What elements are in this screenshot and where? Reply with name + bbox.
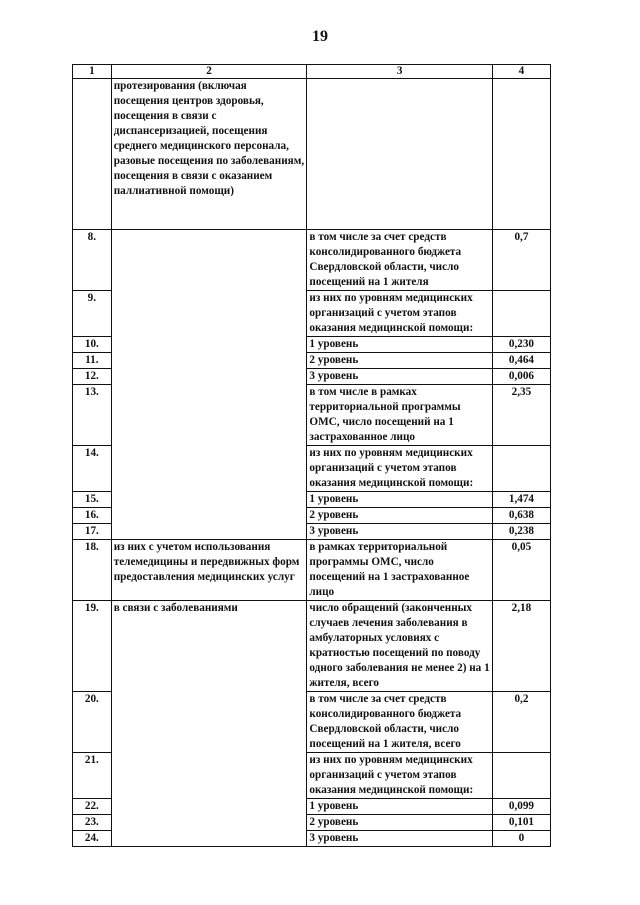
table-row — [73, 601, 551, 692]
table-row — [73, 79, 551, 230]
row-number: 9. — [73, 291, 112, 337]
row-metric: 2 уровень — [307, 815, 492, 831]
row-number — [73, 79, 112, 230]
row-number: 24. — [73, 831, 112, 847]
header-row — [73, 65, 551, 79]
row-value: 0,638 — [492, 508, 550, 524]
header-cell: 3 — [307, 65, 492, 79]
row-number: 22. — [73, 799, 112, 815]
header-cell: 1 — [73, 65, 112, 79]
row-number: 15. — [73, 492, 112, 508]
row-value: 1,474 — [492, 492, 550, 508]
row-metric: в том числе в рамках территориальной программы ОМС, число посещений на 1 застрахованное лицо — [307, 385, 492, 446]
row-value: 0,2 — [492, 692, 550, 753]
row-value: 0 — [492, 831, 550, 847]
row-metric: в том числе за счет средств консолидированного бюджета Свердловской области, число посещений на 1 жителя — [307, 230, 492, 291]
row-number: 12. — [73, 369, 112, 385]
row-value: 0,7 — [492, 230, 550, 291]
row-metric: из них по уровням медицинских организаций с учетом этапов оказания медицинской помощи: — [307, 753, 492, 799]
table-row — [73, 230, 551, 291]
row-number: 17. — [73, 524, 112, 540]
row-number: 16. — [73, 508, 112, 524]
row-number: 19. — [73, 601, 112, 692]
row-metric: число обращений (законченных случаев лечения заболевания в амбулаторных условиях с кратностью посещений по поводу одного заболевания не менее 2) на 1 жителя, всего — [307, 601, 492, 692]
row-value: 0,230 — [492, 337, 550, 353]
row-number: 23. — [73, 815, 112, 831]
row-metric: 2 уровень — [307, 353, 492, 369]
page-number: 19 — [312, 28, 328, 45]
row-description: протезирования (включая посещения центров здоровья, посещения в связи с диспансеризацией, посещения среднего медицинского персонала, разовые посещения по заболеваниям, посещения в связи с оказанием паллиативной помощи) — [111, 79, 307, 230]
row-value: 0,101 — [492, 815, 550, 831]
data-table — [72, 64, 551, 847]
row-value: 2,35 — [492, 385, 550, 446]
row-number: 8. — [73, 230, 112, 291]
row-number: 18. — [73, 540, 112, 601]
row-number: 14. — [73, 446, 112, 492]
row-value — [492, 79, 550, 230]
row-description: из них с учетом использования телемедицины и передвижных форм предоставления медицинских услуг — [111, 540, 307, 601]
row-value — [492, 753, 550, 799]
header-cell: 4 — [492, 65, 550, 79]
row-metric: 2 уровень — [307, 508, 492, 524]
row-value — [492, 446, 550, 492]
row-metric: 3 уровень — [307, 524, 492, 540]
row-value: 2,18 — [492, 601, 550, 692]
row-metric: из них по уровням медицинских организаций с учетом этапов оказания медицинской помощи: — [307, 291, 492, 337]
row-value: 0,006 — [492, 369, 550, 385]
row-metric: 1 уровень — [307, 337, 492, 353]
row-metric: в рамках территориальной программы ОМС, число посещений на 1 застрахованное лицо — [307, 540, 492, 601]
row-metric: в том числе за счет средств консолидированного бюджета Свердловской области, число посещений на 1 жителя, всего — [307, 692, 492, 753]
row-metric: 3 уровень — [307, 831, 492, 847]
row-value — [492, 291, 550, 337]
row-metric: 1 уровень — [307, 799, 492, 815]
header-cell: 2 — [111, 65, 307, 79]
row-number: 21. — [73, 753, 112, 799]
row-value: 0,238 — [492, 524, 550, 540]
row-value: 0,464 — [492, 353, 550, 369]
row-metric — [307, 79, 492, 230]
row-number: 11. — [73, 353, 112, 369]
row-value: 0,099 — [492, 799, 550, 815]
row-description: в связи с заболеваниями — [111, 601, 307, 847]
row-number: 10. — [73, 337, 112, 353]
row-number: 13. — [73, 385, 112, 446]
row-metric: 3 уровень — [307, 369, 492, 385]
row-description — [111, 230, 307, 540]
row-metric: из них по уровням медицинских организаций с учетом этапов оказания медицинской помощи: — [307, 446, 492, 492]
row-value: 0,05 — [492, 540, 550, 601]
table-row — [73, 540, 551, 601]
row-metric: 1 уровень — [307, 492, 492, 508]
row-number: 20. — [73, 692, 112, 753]
